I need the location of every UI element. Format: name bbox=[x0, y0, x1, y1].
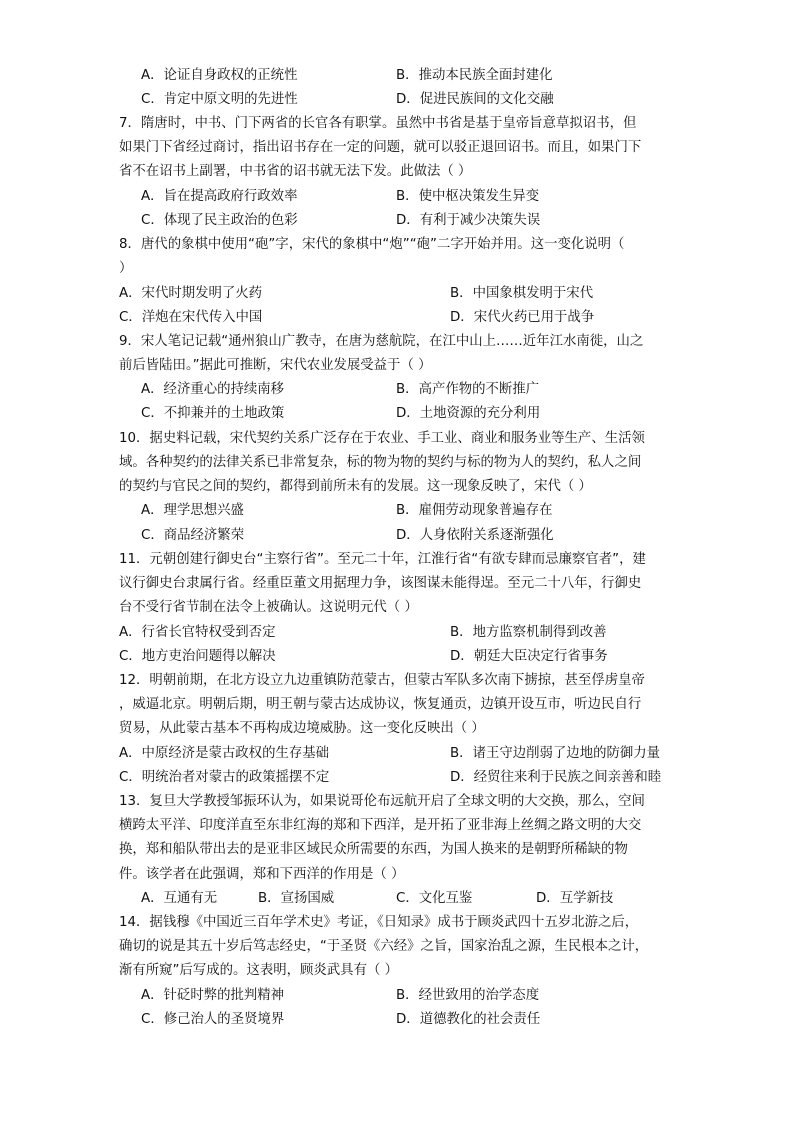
q7-option-c: C．体现了民主政治的色彩 bbox=[141, 213, 298, 228]
q9-option-b: B．高产作物的不断推广 bbox=[396, 382, 540, 397]
q12-option-d: D．经贸往来利于民族之间亲善和睦 bbox=[450, 770, 662, 785]
q11-option-a: A．行省长官特权受到否定 bbox=[119, 625, 276, 640]
q12-option-b: B．诸王守边削弱了边地的防御力量 bbox=[450, 746, 661, 761]
q10-stem-line-1: 10．据史料记载，宋代契约关系广泛存在于农业、手工业、商业和服务业等生产、生活领 bbox=[119, 431, 645, 446]
q6-option-c: C．肯定中原文明的先进性 bbox=[141, 92, 298, 107]
q9-option-c: C．不抑兼并的土地政策 bbox=[141, 406, 285, 421]
q7-option-a: A．旨在提高政府行政效率 bbox=[141, 189, 298, 204]
q11-option-b: B．地方监察机制得到改善 bbox=[450, 625, 607, 640]
q12-stem-line-1: 12．明朝前期，在北方设立九边重镇防范蒙古，但蒙古军队多次南下掳掠，甚至俘虏皇帝 bbox=[119, 673, 645, 688]
q8-stem-line-1: 8．唐代的象棋中使用“砲”字，宋代的象棋中“炮”“砲”二字开始并用。这一变化说明（ bbox=[119, 237, 625, 252]
q11-option-c: C．地方吏治问题得以解决 bbox=[119, 649, 276, 664]
q10-stem-line-2: 域。各种契约的法律关系已非常复杂，标的物为物的契约与标的物为人的契约，私人之间 bbox=[119, 455, 642, 470]
q11-stem-line-1: 11．元朝创建行御史台“主察行省”。至元二十年，江淮行省“有欲专肆而忌廉察官者”，建 bbox=[119, 552, 646, 567]
q10-option-a: A．理学思想兴盛 bbox=[141, 503, 244, 518]
q13-stem-line-1: 13．复旦大学教授邹振环认为，如果说哥伦布远航开启了全球文明的大交换，那么，空间 bbox=[119, 794, 645, 809]
q10-option-d: D．人身依附关系逐渐强化 bbox=[396, 528, 554, 543]
q11-stem-line-3: 台不受行省节制在法令上被确认。这说明元代（ ） bbox=[119, 600, 418, 615]
q8-option-b: B．中国象棋发明于宋代 bbox=[450, 286, 594, 301]
q9-option-a: A．经济重心的持续南移 bbox=[141, 382, 285, 397]
q9-stem-line-2: 前后皆陆田。”据此可推断，宋代农业发展受益于（ ） bbox=[119, 358, 432, 373]
q10-option-c: C．商品经济繁荣 bbox=[141, 528, 245, 543]
q11-stem-line-2: 议行御史台隶属行省。经重臣董文用据理力争，该图谋未能得逞。至元二十八年，行御史 bbox=[119, 576, 642, 591]
q12-option-a: A．中原经济是蒙古政权的生存基础 bbox=[119, 746, 330, 761]
q7-option-d: D．有利于减少决策失误 bbox=[396, 213, 541, 228]
q9-stem-line-1: 9．宋人笔记记载“通州狼山广教寺，在唐为慈航院，在江中山上……近年江水南徙，山之 bbox=[119, 334, 644, 349]
q13-option-b: B．宣扬国威 bbox=[258, 891, 335, 906]
q8-stem-line-2: ） bbox=[119, 261, 133, 276]
q8-option-d: D．宋代火药已用于战争 bbox=[450, 310, 595, 325]
q10-stem-line-3: 的契约与官民之间的契约，都得到前所未有的发展。这一现象反映了，宋代（ ） bbox=[119, 479, 592, 494]
q8-option-c: C．洋炮在宋代传入中国 bbox=[119, 310, 263, 325]
q14-option-c: C．修己治人的圣贤境界 bbox=[141, 1012, 285, 1027]
q14-option-a: A．针砭时弊的批判精神 bbox=[141, 988, 285, 1003]
q14-option-b: B．经世致用的治学态度 bbox=[396, 988, 540, 1003]
q13-stem-line-4: 件。该学者在此强调，郑和下西洋的作用是（ ） bbox=[119, 867, 405, 882]
q10-option-b: B．雇佣劳动现象普遍存在 bbox=[396, 503, 553, 518]
q14-option-d: D．道德教化的社会责任 bbox=[396, 1012, 541, 1027]
q13-option-c: C．文化互鉴 bbox=[396, 891, 473, 906]
q12-stem-line-3: 贸易，从此蒙古基本不再构成边境威胁。这一变化反映出（ ） bbox=[119, 721, 485, 736]
q6-option-b: B．推动本民族全面封建化 bbox=[396, 68, 553, 83]
q13-option-d: D．互学新技 bbox=[536, 891, 614, 906]
q7-stem-line-1: 7．隋唐时，中书、门下两省的长官各有职掌。虽然中书省是基于皇帝旨意草拟诏书，但 bbox=[119, 116, 637, 131]
q14-stem-line-1: 14．据钱穆《中国近三百年学术史》考证，《日知录》成书于顾炎武四十五岁北游之后， bbox=[119, 915, 639, 930]
q13-stem-line-3: 换，郑和船队带出去的是亚非区域民众所需要的东西，为国人换来的是朝野所稀缺的物 bbox=[119, 842, 628, 857]
q14-stem-line-3: 渐有所窥”后写成的。这表明，顾炎武具有（ ） bbox=[119, 963, 399, 978]
q6-option-d: D．促进民族间的文化交融 bbox=[396, 92, 554, 107]
q13-option-a: A．互通有无 bbox=[141, 891, 218, 906]
q9-option-d: D．土地资源的充分利用 bbox=[396, 406, 541, 421]
q8-option-a: A．宋代时期发明了火药 bbox=[119, 286, 263, 301]
q11-option-d: D．朝廷大臣决定行省事务 bbox=[450, 649, 608, 664]
q6-option-a: A．论证自身政权的正统性 bbox=[141, 68, 298, 83]
q7-stem-line-3: 省不在诏书上副署，中书省的诏书就无法下发。此做法（ ） bbox=[119, 164, 472, 179]
q14-stem-line-2: 确切的说是其五十岁后笃志经史，“于圣贤《六经》之旨，国家治乱之源，生民根本之计， bbox=[119, 939, 649, 954]
q7-option-b: B．使中枢决策发生异变 bbox=[396, 189, 540, 204]
q12-stem-line-2: ，威逼北京。明朝后期，明王朝与蒙古达成协议，恢复通贡，边镇开设互市，听边民自行 bbox=[119, 697, 642, 712]
q13-stem-line-2: 横跨太平洋、印度洋直至东非红海的郑和下西洋，是开拓了亚非海上丝绸之路文明的大交 bbox=[119, 818, 642, 833]
q12-option-c: C．明统治者对蒙古的政策摇摆不定 bbox=[119, 770, 330, 785]
q7-stem-line-2: 如果门下省经过商讨，指出诏书存在一定的问题，就可以驳正退回诏书。而且，如果门下 bbox=[119, 140, 642, 155]
